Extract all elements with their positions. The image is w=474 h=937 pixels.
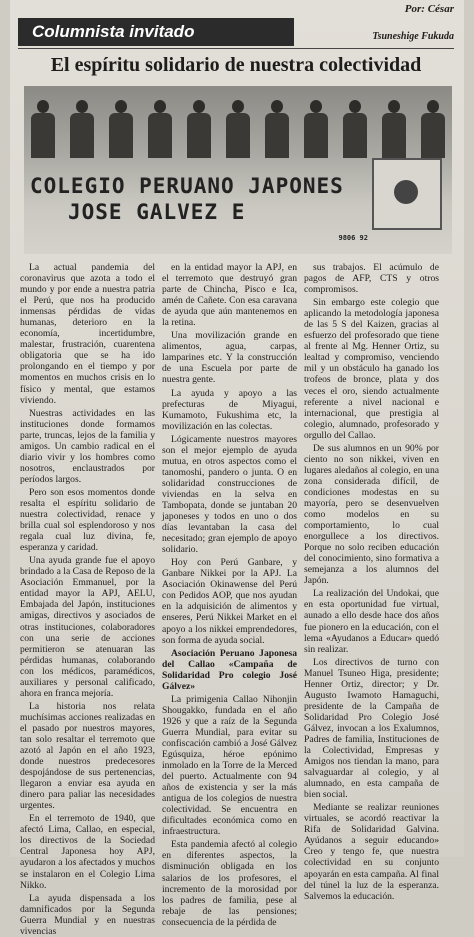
person-figure — [108, 100, 134, 158]
paragraph: En el terremoto de 1940, que afectó Lima, Callao, en especial, los directivos de la Sociedad Central Japonesa hoy APJ, ayudaron a los afectados y muchos se instalaron en el Colegio Lima Nikko. — [20, 813, 155, 891]
article-photo — [24, 86, 452, 254]
paragraph: Los directivos de turno con Manuel Tsuneo Higa, presidente; Henner Ortiz, director; y Dr. Augusto Iwamoto Hamaguchi, presidente de la Campaña de Solidaridad Pro Colegio José Gálvez, invocan a los Exalumnos, Padres de familia, Instituciones de la Colectividad, Empresas y Amigos nos tiendan la mano, para salvaguardar al colegio, y al alumnado, en esta campaña de bien social. — [304, 656, 439, 801]
paragraph: Pero son esos momentos donde resalta el espíritu solidario de nuestra colectividad, renace y brilla cual sol esplendoroso y nos regala cual luz divina, fe, esperanza y caridad. — [20, 486, 155, 554]
person-figure — [303, 100, 329, 158]
article-column-2 — [162, 262, 297, 928]
photo-date-stamp: 9806 92 — [338, 234, 368, 242]
person-figure — [186, 100, 212, 158]
person-figure — [381, 100, 407, 158]
paragraph: Lógicamente nuestros mayores son el mejor ejemplo de ayuda mutua, en otros aspectos como el tanomoshi, pandero o junta. O en solidaridad construcciones de viviendas en la selva en Tambopata, donde se juntaban 20 japoneses y todos en uno o dos días levantaban la casa del necesitado; gran ejemplo de apoyo solidario. — [162, 433, 297, 556]
person-figure — [147, 100, 173, 158]
section-header: Columnista invitado — [18, 18, 294, 46]
headline: El espíritu solidario de nuestra colectividad — [50, 54, 422, 76]
paragraph: La actual pandemia del coronavirus que azota a todo el mundo y por ende a nuestra patria el Perú, que nos ha producido inmensas pérdidas de vidas humanas, deterioro en la economía, incertidumbre, malestar, frustración, cuarentena obligatoria que se ha ido prolongando en el tiempo y por momentos en muchos crisis en lo físico y mental, que estamos viviendo. — [20, 262, 155, 406]
person-figure — [69, 100, 95, 158]
paragraph: Una movilización grande en alimentos, agua, carpas, lamparines etc. Y la construcción de una Escuela por parte de nuestra gente. — [162, 330, 297, 386]
school-emblem-icon — [372, 158, 442, 230]
paragraph: Sin embargo este colegio que aplicando la metodología japonesa de las 5 S del Kaizen, gracias al esfuerzo del profesorado que tiene al frente al Mg. Henner Ortiz, su lealtad y compromiso, venciendo mil y un obstáculo ha ganado los trofeos de bronce, plata y dos veces el oro, siendo actualmente referente a nivel nacional e internacional, que prestigia al colegio, alumnado, profesorado y orgullo del Callao. — [304, 297, 439, 441]
person-figure — [225, 100, 251, 158]
photo-banner-line2: JOSE GALVEZ E — [68, 200, 246, 224]
paragraph: La realización del Undokai, que en esta oportunidad fue virtual, aunado a ello desde hace dos años fue pionero en la educación, con el lema «Ayudanos a Educar» quedó sin realizar. — [304, 588, 439, 655]
photo-group — [24, 96, 452, 158]
article-column-1 — [20, 262, 155, 937]
paragraph: Esta pandemia afectó al colegio en diferentes aspectos, la disminución obligada en los salarios de los profesores, el incremento de la morosidad por los padres de familia, pese al rebaje de las pensiones; consecuencia de la pérdida de — [162, 839, 297, 928]
newspaper-page — [10, 0, 464, 937]
person-figure — [342, 100, 368, 158]
person-figure — [30, 100, 56, 158]
header-rule — [18, 48, 454, 49]
paragraph: La ayuda y apoyo a las prefecturas de Miyagui, Kumamoto, Fukushima etc, la movilización en las colectas. — [162, 387, 297, 432]
person-figure — [420, 100, 446, 158]
person-figure — [264, 100, 290, 158]
author-prefix: Por: César — [404, 3, 454, 15]
photo-banner-line1: COLEGIO PERUANO JAPONES — [30, 174, 344, 198]
author-name: Tsuneshige Fukuda — [372, 31, 454, 42]
paragraph: La ayuda dispensada a los damnificados por la Segunda Guerra Mundial y en nuestras vivencias — [20, 892, 155, 937]
paragraph: Una ayuda grande fue el apoyo brindado a la Casa de Reposo de la Asociación Emmanuel, por la entidad mayor la APJ, AELU, Embajada del Japón, instituciones amigas, directivos y asociados de otras instituciones, colaboradores con una serie de acciones permitieron se atenuaran las pérdidas humanas, colaborando con los médicos, paramédicos, auxiliares y personal calificado, ahora en franca mejoría. — [20, 555, 155, 699]
paragraph: en la entidad mayor la APJ, en el terremoto que destruyó gran parte de Chincha, Pisco e Ica, amén de Cañete. Con esa caravana de ayuda que aún mantenemos en la retina. — [162, 262, 297, 329]
paragraph: De sus alumnos en un 90% por ciento no son nikkei, viven en lugares aledaños al colegio, en una zona considerada difícil, de condiciones modestas en su mayoría, pero se desenvuelven como modelos en su comportamiento, lo cual enorgullece a los directivos. Porque no solo reciben educación del conocimiento, sino formativa a semejanza a los alumnos del Japón. — [304, 442, 439, 587]
paragraph: Hoy con Perú Ganbare, y Ganbare Nikkei por la APJ. La Asociación Okinawense del Perú con Pedidos AOP, que nos ayudan en la adquisición de alimentos y enseres, Perú Nikkei Market en el apoyo a los nikkei emprendedores, son forma de ayuda social. — [162, 557, 297, 646]
paragraph: La primigenia Callao Nihonjin Shougakko, fundada en el año 1926 y que a raíz de la Segunda Guerra Mundial, para evitar su confiscación cambió a José Gálvez Egúsquiza, héroe epónimo inmolado en la Torre de la Merced del puerto. Actualmente con 94 años de existencia y ser la más antigua de los colegios de nuestra colectividad. Se encuentra en dificultades económica como en infraestructura. — [162, 693, 297, 838]
paragraph: La historia nos relata muchísimas acciones realizadas en el pasado por nuestros mayores, tan solo resaltar el terremoto que azotó al Japón en el año 1923, donde nuestros predecesores despojándose de sus pertenencias, llegaron a enviar esa ayuda en dinero para paliar las necesidades urgentes. — [20, 700, 155, 812]
article-column-3 — [304, 262, 439, 902]
paragraph: Mediante se realizar reuniones virtuales, se acordó reactivar la Rifa de Solidaridad Galvina. Ayúdanos a seguir educando» Creo y tengo fe, que nuestra colectividad en su conjunto apoyarán en esta campaña. Al final del túnel la luz de la esperanza. Salvemos la educación. — [304, 802, 439, 902]
paragraph: sus trabajos. El acúmulo de pagos de AFP, CTS y otros compromisos. — [304, 262, 439, 296]
article-subheading: Asociación Peruano Japonesa del Callao «Campaña de Solidaridad Pro colegio José Gálvez» — [162, 647, 297, 692]
paragraph: Nuestras actividades en las instituciones donde formamos parte, truncas, lejos de la familia y amigos. Un cambio radical en el diario vivir y los hombres como nosotros, enclaustrados por períodos largos. — [20, 407, 155, 485]
